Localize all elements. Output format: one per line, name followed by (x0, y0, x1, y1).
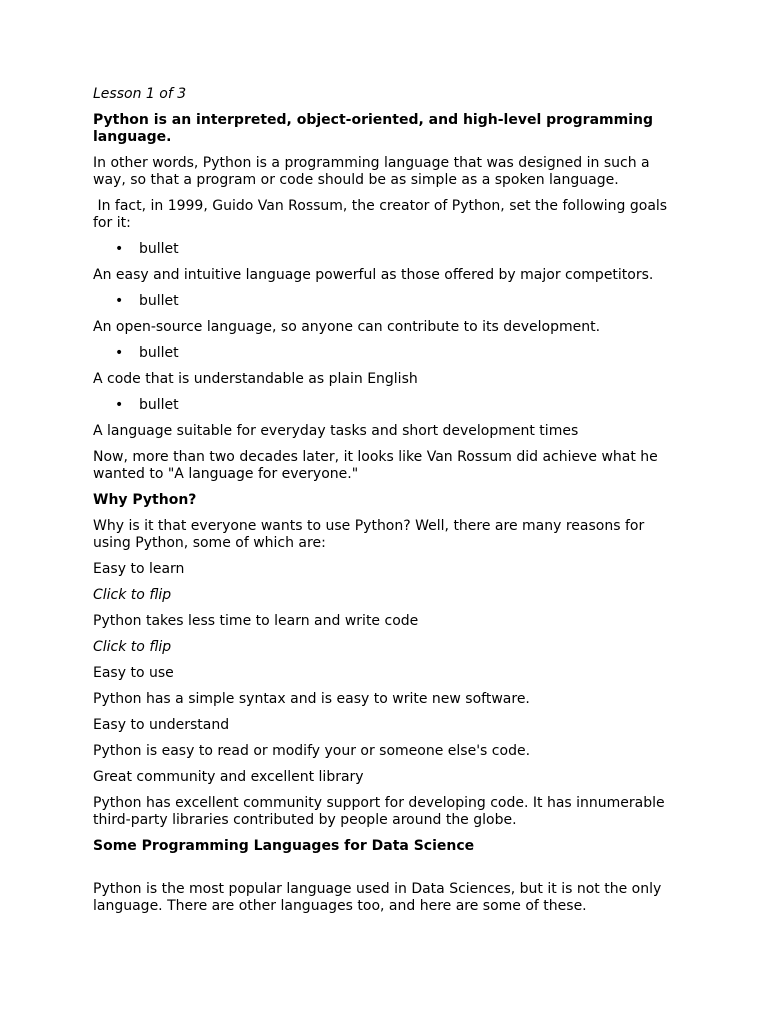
bullet-label: bullet (139, 241, 179, 257)
goal-text-4: A language suitable for everyday tasks and short development times (93, 423, 579, 439)
reason-4-desc: Python has excellent community support for developing code. It has innumerable third-party libraries contributed by people around the globe. (93, 795, 665, 828)
bullet-dot-icon: • (115, 241, 124, 257)
reason-4-title: Great community and excellent library (93, 769, 364, 785)
why-heading: Why Python? (93, 492, 197, 508)
bullet-dot-icon: • (115, 345, 124, 361)
reason-2-desc: Python has a simple syntax and is easy to write new software. (93, 691, 530, 707)
reason-3-title: Easy to understand (93, 717, 230, 733)
goal-text-2: An open-source language, so anyone can contribute to its development. (93, 319, 601, 335)
goal-bullet-3 (93, 345, 683, 362)
data-science-intro: Python is the most popular language used in Data Sciences, but it is not the only language. There are other languages too, and here are some of these. (93, 881, 662, 914)
flip-card-2[interactable]: Click to flip (93, 639, 172, 655)
bullet-label: bullet (139, 293, 179, 309)
reason-2-title: Easy to use (93, 665, 174, 681)
flip-card-1[interactable]: Click to flip (93, 587, 172, 603)
bullet-dot-icon: • (115, 397, 124, 413)
bullet-dot-icon: • (115, 293, 124, 309)
bullet-label: bullet (139, 397, 179, 413)
reason-1-desc: Python takes less time to learn and write code (93, 613, 419, 629)
goal-bullet-1 (93, 241, 683, 258)
reason-1-title: Easy to learn (93, 561, 185, 577)
data-science-heading: Some Programming Languages for Data Science (93, 838, 475, 854)
bullet-label: bullet (139, 345, 179, 361)
goal-text-3: A code that is understandable as plain English (93, 371, 418, 387)
lesson-label: Lesson 1 of 3 (93, 86, 187, 102)
intro-heading: Python is an interpreted, object-oriented, and high-level programming language. (93, 112, 653, 145)
conclusion-paragraph: Now, more than two decades later, it looks like Van Rossum did achieve what he wanted to "A language for everyone." (93, 449, 658, 482)
goal-bullet-2 (93, 293, 683, 310)
why-intro: Why is it that everyone wants to use Python? Well, there are many reasons for using Python, some of which are: (93, 518, 645, 551)
goal-bullet-4 (93, 397, 683, 414)
goal-text-1: An easy and intuitive language powerful as those offered by major competitors. (93, 267, 654, 283)
intro-paragraph-1: In other words, Python is a programming language that was designed in such a way, so that a program or code should be as simple as a spoken language. (93, 155, 650, 188)
intro-paragraph-2: In fact, in 1999, Guido Van Rossum, the creator of Python, set the following goals for it: (93, 198, 672, 231)
reason-3-desc: Python is easy to read or modify your or someone else's code. (93, 743, 531, 759)
document-page (93, 86, 683, 924)
